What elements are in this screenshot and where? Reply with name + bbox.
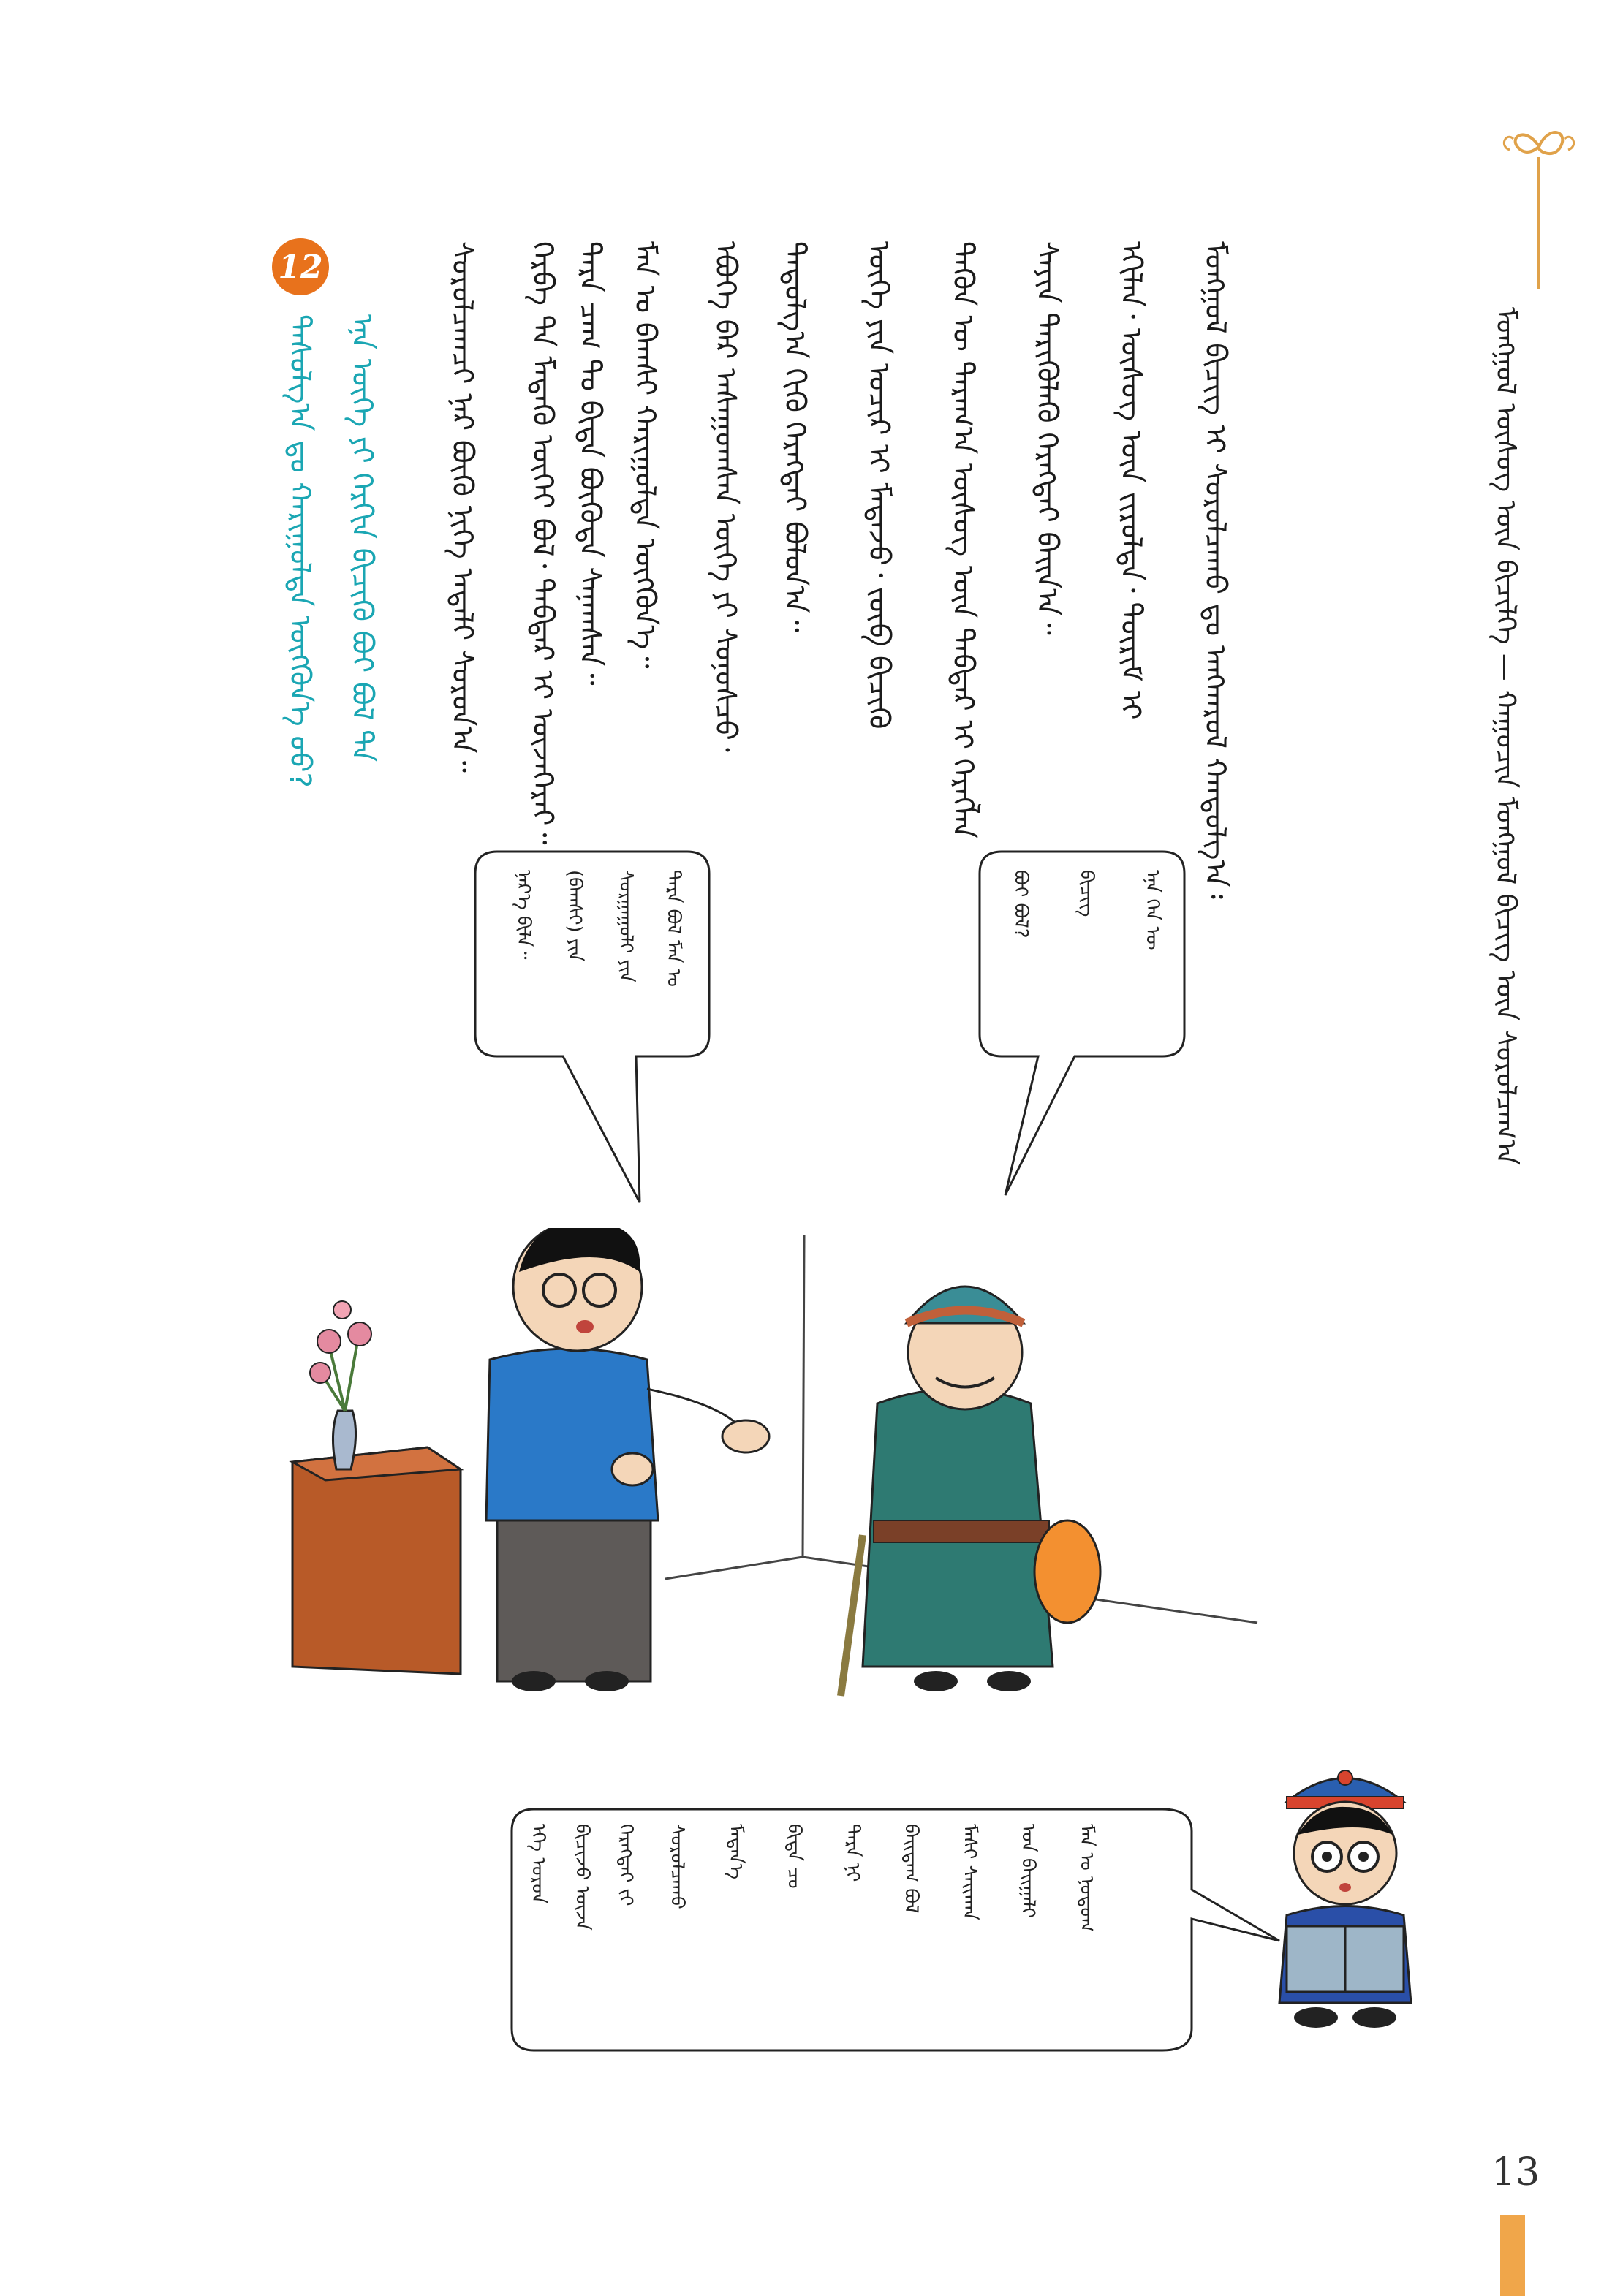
- vase: [333, 1411, 355, 1469]
- elder-bubble-line: ᠪᠣᠢ ᠪᠣᠯ?: [1010, 870, 1032, 939]
- teacher-bubble-line: ᠰᠤᠷᠭᠠᠭᠤᠯᠢ ᠶᠢᠨ: [615, 870, 637, 982]
- question-line: ᠡᠨᠡ ᠦᠭᠡ ᠶᠢ ᠬᠡᠷᠬᠢᠨ ᠪᠢᠴᠢᠬᠦ ᠪᠤᠢ ᠪᠣᠯ ᠲᠠ: [345, 314, 379, 762]
- flower: [348, 1322, 371, 1346]
- teacher-figure: [486, 1228, 769, 1691]
- child-bubble-line: ᠮᠠᠰᠢ ᠰᠠᠢᠬᠠᠨ: [958, 1824, 980, 1920]
- header-ornament-icon: [1499, 117, 1579, 292]
- child-bubble-line: ᠰᠤᠷᠤᠯᠴᠠᠬᠤ: [666, 1824, 688, 1909]
- body-line: ᠮᠠᠨ ᠤ ᠪᠠᠭᠰᠢ ᠬᠠᠷᠢᠭᠤᠯᠲᠠ ᠥᠭᠭᠦᠨ᠎ᠡ᠃: [628, 241, 662, 669]
- body-line: ᠡᠬᠢᠯᠡᠨ᠂ ᠦᠰᠦᠭ ᠦᠨ ᠵᠢᠷᠤᠯᠲᠠ᠂ ᠳᠦᠷᠢᠮ ᠢ: [1114, 241, 1148, 720]
- body-line: ᠲᠡᠷᠡ ᠴᠠᠭ ᠲᠤ ᠪᠢᠳᠡ ᠪᠦᠭᠦᠳᠡ ᠰᠠᠨᠠᠭᠰᠠᠨ᠃: [573, 241, 607, 686]
- body-line: ᠰᠤᠷᠤᠯᠴᠠᠭᠴᠢ ᠨᠠᠷ ᠪᠦᠬᠦ ᠨᠢᠭᠡ ᠠᠳᠠᠯᠢ ᠰᠤᠷᠤᠨ᠎ᠠ᠃: [445, 241, 479, 773]
- elder-bubble-line: ᠡᠨᠡ ᠬᠡᠨ ᠦ: [1141, 870, 1163, 950]
- body-line: ᠦᠭᠡ ᠶᠢᠨ ᠤᠴᠢᠷ ᠢ ᠮᠡᠳᠡᠵᠦ᠂ ᠵᠥᠪ ᠪᠢᠴᠢᠬᠦ: [862, 241, 896, 730]
- body-line: ᠲᠡᠭᠦᠨ ᠦ ᠳᠠᠷᠠᠭ᠎ᠠ ᠦᠰᠦᠭ ᠦᠨ ᠳᠡᠪᠲᠡᠷ ᠢ ᠬᠡᠷᠡᠭᠯᠡᠨ: [946, 241, 980, 839]
- cabinet: [292, 1447, 461, 1674]
- body-line: ᠮᠣᠩᠭᠣᠯ ᠪᠢᠴᠢᠭ ᠢ ᠰᠤᠷᠤᠯᠴᠠᠬᠤ ᠳᠤ ᠠᠩᠬᠠᠷᠤᠯ ᠬᠠᠨᠳᠤᠯᠭ᠎ᠠ᠄: [1198, 241, 1232, 899]
- child-figure: [1257, 1762, 1433, 2047]
- child-bubble-line: ᠪᠢᠴᠢᠵᠦ ᠦᠵᠡ: [571, 1824, 593, 1931]
- question-line: ᠳᠠᠰᠤᠯᠭ᠎ᠠ ᠳᠤ ᠬᠠᠷᠢᠭᠤᠯᠲᠠ ᠥᠭᠭᠦᠨ᠎ᠡ ᠦᠦ?: [283, 314, 317, 788]
- running-header-title: ᠮᠣᠩᠭᠣᠯ ᠦᠰᠦᠭ ᠦᠨ ᠪᠢᠴᠢᠯᠭᠡ — ᠬᠠᠭᠤᠴᠢᠨ ᠮᠣᠩᠭᠣᠯ ᠪᠢᠴᠢᠭ ᠦᠨ ᠰᠤᠷᠤᠯᠴᠠᠭ᠎ᠠ: [1490, 307, 1522, 1165]
- child-bubble-line: ᠪᠢᠳᠡ ᠴᠤ: [783, 1824, 805, 1889]
- body-line: ᠳᠠᠳᠤᠯᠭ᠎ᠠ ᠬᠢᠬᠦ ᠬᠡᠷᠡᠭᠲᠡᠢ ᠪᠣᠯᠤᠨ᠎ᠠ᠃: [778, 241, 812, 633]
- child-bubble-line: ᠬᠡᠷᠡᠭᠲᠡᠢ ᠵᠢ: [615, 1824, 637, 1906]
- child-bubble-line: ᠪᠠᠢᠳᠠᠭ ᠪᠣᠯ: [900, 1824, 922, 1914]
- child-bubble-line: ᠡᠬᠡ ᠣᠷᠣᠨ: [527, 1824, 549, 1904]
- child-bubble-line: ᠮᠠᠨ ᠤ ᠨᠤᠲᠤᠭ: [1075, 1824, 1097, 1932]
- page-number: 13: [1491, 2151, 1540, 2194]
- flower: [333, 1301, 351, 1319]
- elder-bubble-line: ᠪᠢᠴᠢᠭ: [1075, 870, 1097, 917]
- teacher-bubble-line: (ᠪᠠᠭᠰᠢ) ᠶᠢᠨ: [564, 870, 586, 962]
- page-edge-tab: [1500, 2215, 1525, 2296]
- flower: [317, 1330, 341, 1353]
- child-bubble-line: ᠤᠨ ᠪᠠᠢᠭᠠᠯᠢ: [1017, 1824, 1039, 1919]
- body-line: ᠡᠪᠦᠭᠡ ᠪᠠᠷ ᠠᠰᠠᠭᠤᠭᠰᠠᠨ ᠦᠭᠡ ᠶᠢ ᠰᠣᠨᠣᠰᠴᠤ᠂: [708, 241, 742, 752]
- question-number-badge: 12: [272, 238, 329, 295]
- body-line: ᠬᠡᠷᠪᠡ ᠲᠠ ᠮᠡᠳᠡᠬᠦ ᠦᠭᠡᠢ ᠪᠣᠯ᠂ ᠳᠡᠪᠲᠡᠷ ᠢ ᠦᠵᠡᠭᠡᠷᠡᠢ᠃: [526, 241, 559, 845]
- teacher-bubble-line: ᠲᠡᠷᠡ ᠪᠣᠯ ᠮᠠᠨ ᠤ: [662, 870, 684, 987]
- teacher-bubble-line: ᠨᠡᠷ᠎ᠡ ᠪᠢᠯᠡ᠃: [512, 870, 534, 960]
- body-line: ᠰᠠᠶᠢᠨ ᠲᠡᠷᠢᠭᠦᠯᠡᠬᠦ ᠬᠡᠷᠡᠭᠲᠡᠢ ᠪᠠᠢᠨ᠎ᠠ᠃: [1030, 241, 1064, 635]
- child-bubble-line: ᠮᠡᠳᠡᠨ᠎ᠡ: [725, 1824, 746, 1880]
- flower: [310, 1363, 330, 1383]
- elder-figure: [841, 1287, 1100, 1696]
- room-illustration: [278, 1228, 1272, 1740]
- child-bubble-line: ᠲᠡᠷᠡ ᠨᠢ: [841, 1824, 863, 1882]
